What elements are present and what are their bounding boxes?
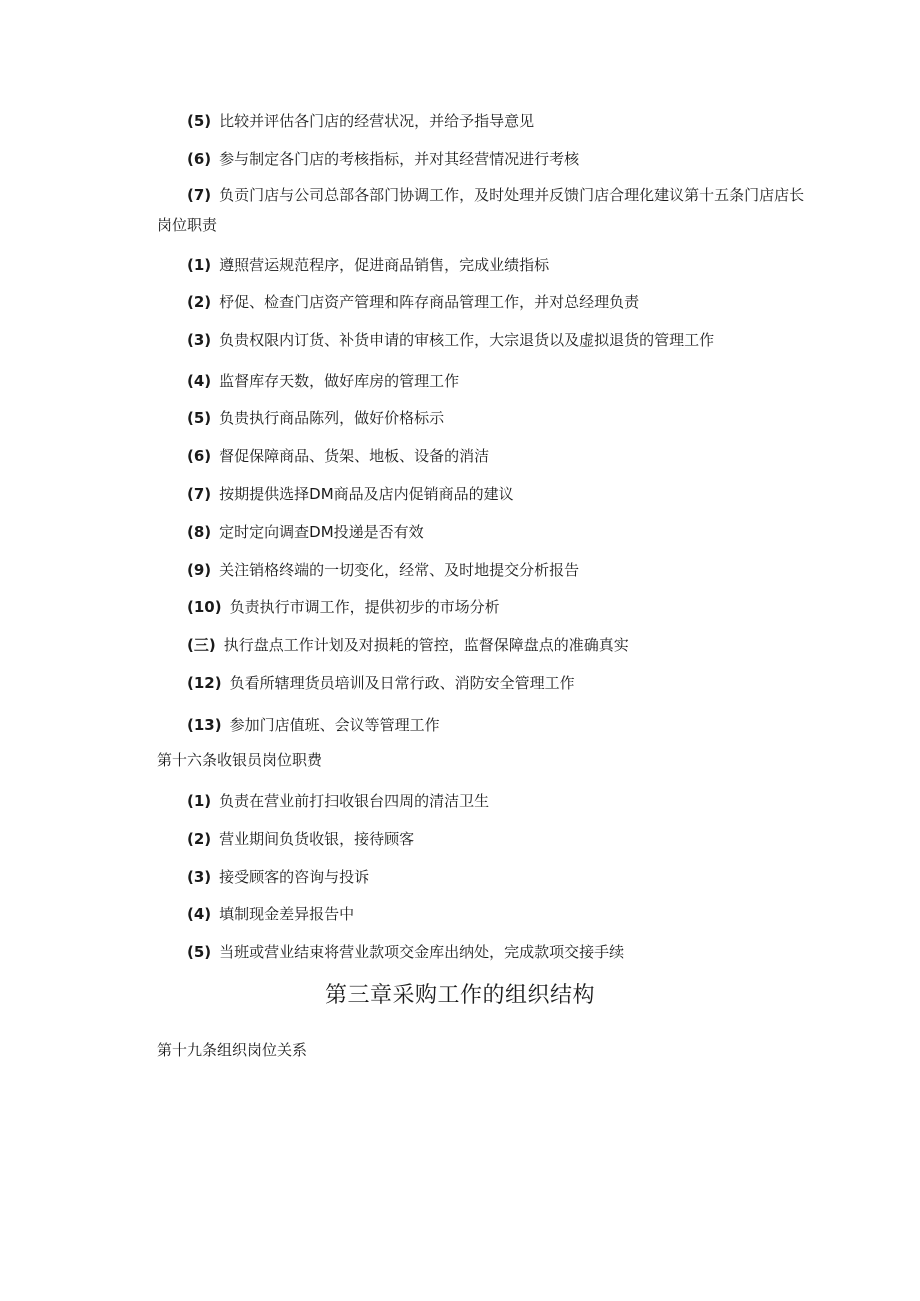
item-text: 参加门店值班、会议等管理工作 xyxy=(229,716,440,734)
item-number: (2) xyxy=(187,293,212,311)
chapter-heading: 第三章采购工作的组织结构 xyxy=(324,983,595,1008)
item-number: (7) xyxy=(187,485,212,503)
list-item-continuation: 岗位职责 xyxy=(157,216,218,234)
list-item xyxy=(187,942,624,962)
list-item xyxy=(187,715,440,735)
list-item xyxy=(187,330,714,350)
list-item xyxy=(187,371,459,391)
list-item xyxy=(187,408,444,428)
item-number: (9) xyxy=(187,561,212,579)
item-number: (5) xyxy=(187,943,212,961)
item-text: 督促保障商品、货架、地板、设备的消洁 xyxy=(219,447,490,465)
item-text: 执行盘点工作计划及对损耗的管控，监督保障盘点的准确真实 xyxy=(223,636,629,654)
list-item xyxy=(187,185,804,205)
item-text: 填制现金差异报告中 xyxy=(219,905,355,923)
list-item xyxy=(187,149,579,169)
item-text: 定时定向调查DM投递是否有效 xyxy=(219,523,424,541)
item-text: 负责在营业前打扫收银台四周的清洁卫生 xyxy=(219,792,490,810)
item-text: 负看所辖理货员培训及日常行政、消防安全管理工作 xyxy=(229,674,575,692)
item-number: (3) xyxy=(187,331,212,349)
item-number: (6) xyxy=(187,447,212,465)
item-text: 比较并评估各门店的经营状况，并给予指导意见 xyxy=(219,112,535,130)
list-item xyxy=(187,522,424,542)
item-text: 负贡门店与公司总部各部门协调工作，及时处理并反馈门店合理化建议第十五条门店店长 xyxy=(219,186,805,204)
item-number: (13) xyxy=(187,716,222,734)
item-text: 参与制定各门店的考核指标，并对其经营情况进行考核 xyxy=(219,150,580,168)
list-item xyxy=(187,673,575,693)
item-number: (1) xyxy=(187,256,212,274)
item-text: 当班或营业结束将营业款项交金库出纳处，完成款项交接手续 xyxy=(219,943,625,961)
item-number: (10) xyxy=(187,598,222,616)
item-number: (8) xyxy=(187,523,212,541)
list-item xyxy=(187,292,639,312)
item-text: 杼促、检查门店资产管理和阵存商品管理工作，并对总经理负责 xyxy=(219,293,640,311)
item-text: 关注销格终端的一切变化，经常、及时地提交分析报告 xyxy=(219,561,580,579)
list-item xyxy=(187,560,579,580)
list-item xyxy=(187,867,369,887)
item-number: (7) xyxy=(187,186,212,204)
item-number: (三) xyxy=(187,636,216,654)
list-item xyxy=(187,446,489,466)
article-title: 第十九条组织岗位关系 xyxy=(157,1041,308,1059)
list-item xyxy=(187,904,354,924)
item-text: 接受顾客的咨询与投诉 xyxy=(219,868,370,886)
list-item xyxy=(187,255,549,275)
item-number: (4) xyxy=(187,372,212,390)
item-number: (6) xyxy=(187,150,212,168)
article-title: 第十六条收银员岗位职费 xyxy=(157,751,323,769)
item-text: 监督库存天数，做好库房的管理工作 xyxy=(219,372,460,390)
item-text: 营业期间负货收银，接待顾客 xyxy=(219,830,415,848)
list-item xyxy=(187,829,414,849)
item-text: 负责执行市调工作，提供初步的市场分析 xyxy=(229,598,500,616)
item-number: (5) xyxy=(187,409,212,427)
item-text: 负贵执行商品陈列，做好价格标示 xyxy=(219,409,445,427)
item-number: (4) xyxy=(187,905,212,923)
list-item xyxy=(187,635,629,655)
list-item xyxy=(187,791,489,811)
item-number: (3) xyxy=(187,868,212,886)
item-text: 负贵权限内订货、补货申请的审核工作，大宗退货以及虚拟退货的管理工作 xyxy=(219,331,715,349)
item-number: (2) xyxy=(187,830,212,848)
item-text: 按期提供选择DM商品及店内促销商品的建议 xyxy=(219,485,514,503)
item-number: (1) xyxy=(187,792,212,810)
list-item xyxy=(187,111,534,131)
list-item xyxy=(187,597,500,617)
item-text: 遵照营运规范程序，促进商品销售，完成业绩指标 xyxy=(219,256,550,274)
list-item xyxy=(187,484,514,504)
item-number: (5) xyxy=(187,112,212,130)
item-number: (12) xyxy=(187,674,222,692)
